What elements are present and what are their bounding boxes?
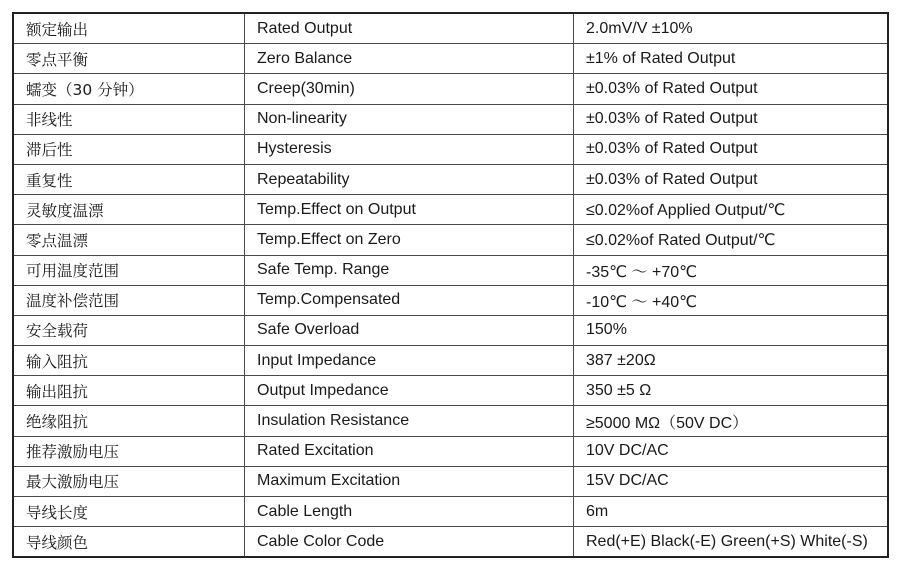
param-name-cn: 重复性	[13, 164, 245, 194]
param-value: -10℃ ～ +40℃	[574, 285, 889, 315]
param-value: 10V DC/AC	[574, 436, 889, 466]
param-name-en: Zero Balance	[245, 44, 574, 74]
param-value: 6m	[574, 497, 889, 527]
param-name-en: Hysteresis	[245, 134, 574, 164]
param-name-en: Repeatability	[245, 164, 574, 194]
param-name-en: Maximum Excitation	[245, 466, 574, 496]
param-name-cn: 导线长度	[13, 497, 245, 527]
param-name-en: Safe Temp. Range	[245, 255, 574, 285]
param-value: ±0.03% of Rated Output	[574, 134, 889, 164]
param-name-en: Output Impedance	[245, 376, 574, 406]
param-name-en: Creep(30min)	[245, 74, 574, 104]
table-row	[13, 285, 888, 315]
param-name-cn: 导线颜色	[13, 527, 245, 558]
param-value: 2.0mV/V ±10%	[574, 13, 889, 44]
table-row	[13, 406, 888, 436]
param-name-cn: 安全载荷	[13, 315, 245, 345]
table-row	[13, 164, 888, 194]
param-value: ≤0.02%of Applied Output/℃	[574, 195, 889, 225]
param-name-cn: 可用温度范围	[13, 255, 245, 285]
table-row	[13, 74, 888, 104]
param-name-cn: 额定输出	[13, 13, 245, 44]
param-name-cn: 蠕变（30 分钟）	[13, 74, 245, 104]
param-name-cn: 灵敏度温漂	[13, 195, 245, 225]
table-row	[13, 255, 888, 285]
table-row	[13, 315, 888, 345]
table-row	[13, 376, 888, 406]
table-row	[13, 13, 888, 44]
param-value: 387 ±20Ω	[574, 346, 889, 376]
param-name-en: Rated Output	[245, 13, 574, 44]
param-name-cn: 温度补偿范围	[13, 285, 245, 315]
param-value: Red(+E) Black(-E) Green(+S) White(-S)	[574, 527, 889, 558]
param-value: ≤0.02%of Rated Output/℃	[574, 225, 889, 255]
param-name-cn: 推荐激励电压	[13, 436, 245, 466]
param-value: ≥5000 MΩ（50V DC）	[574, 406, 889, 436]
table-row	[13, 134, 888, 164]
table-row	[13, 527, 888, 558]
table-row	[13, 44, 888, 74]
param-name-cn: 滞后性	[13, 134, 245, 164]
param-name-en: Cable Color Code	[245, 527, 574, 558]
param-name-en: Insulation Resistance	[245, 406, 574, 436]
param-value: ±0.03% of Rated Output	[574, 74, 889, 104]
table-row	[13, 104, 888, 134]
param-name-en: Input Impedance	[245, 346, 574, 376]
table-row	[13, 497, 888, 527]
table-row	[13, 436, 888, 466]
table-row	[13, 195, 888, 225]
param-value: ±0.03% of Rated Output	[574, 104, 889, 134]
param-value: 150%	[574, 315, 889, 345]
table-row	[13, 466, 888, 496]
param-name-en: Temp.Effect on Output	[245, 195, 574, 225]
param-value: 15V DC/AC	[574, 466, 889, 496]
param-name-en: Non-linearity	[245, 104, 574, 134]
param-name-en: Temp.Effect on Zero	[245, 225, 574, 255]
param-name-cn: 绝缘阻抗	[13, 406, 245, 436]
param-name-cn: 零点平衡	[13, 44, 245, 74]
spec-table-body	[13, 13, 888, 557]
param-value: 350 ±5 Ω	[574, 376, 889, 406]
param-name-en: Safe Overload	[245, 315, 574, 345]
param-name-cn: 输入阻抗	[13, 346, 245, 376]
param-value: ±1% of Rated Output	[574, 44, 889, 74]
param-value: -35℃ ～ +70℃	[574, 255, 889, 285]
param-name-cn: 输出阻抗	[13, 376, 245, 406]
param-name-en: Temp.Compensated	[245, 285, 574, 315]
param-value: ±0.03% of Rated Output	[574, 164, 889, 194]
table-row	[13, 346, 888, 376]
param-name-en: Cable Length	[245, 497, 574, 527]
param-name-en: Rated Excitation	[245, 436, 574, 466]
param-name-cn: 零点温漂	[13, 225, 245, 255]
table-row	[13, 225, 888, 255]
param-name-cn: 非线性	[13, 104, 245, 134]
spec-table	[12, 12, 889, 558]
param-name-cn: 最大激励电压	[13, 466, 245, 496]
